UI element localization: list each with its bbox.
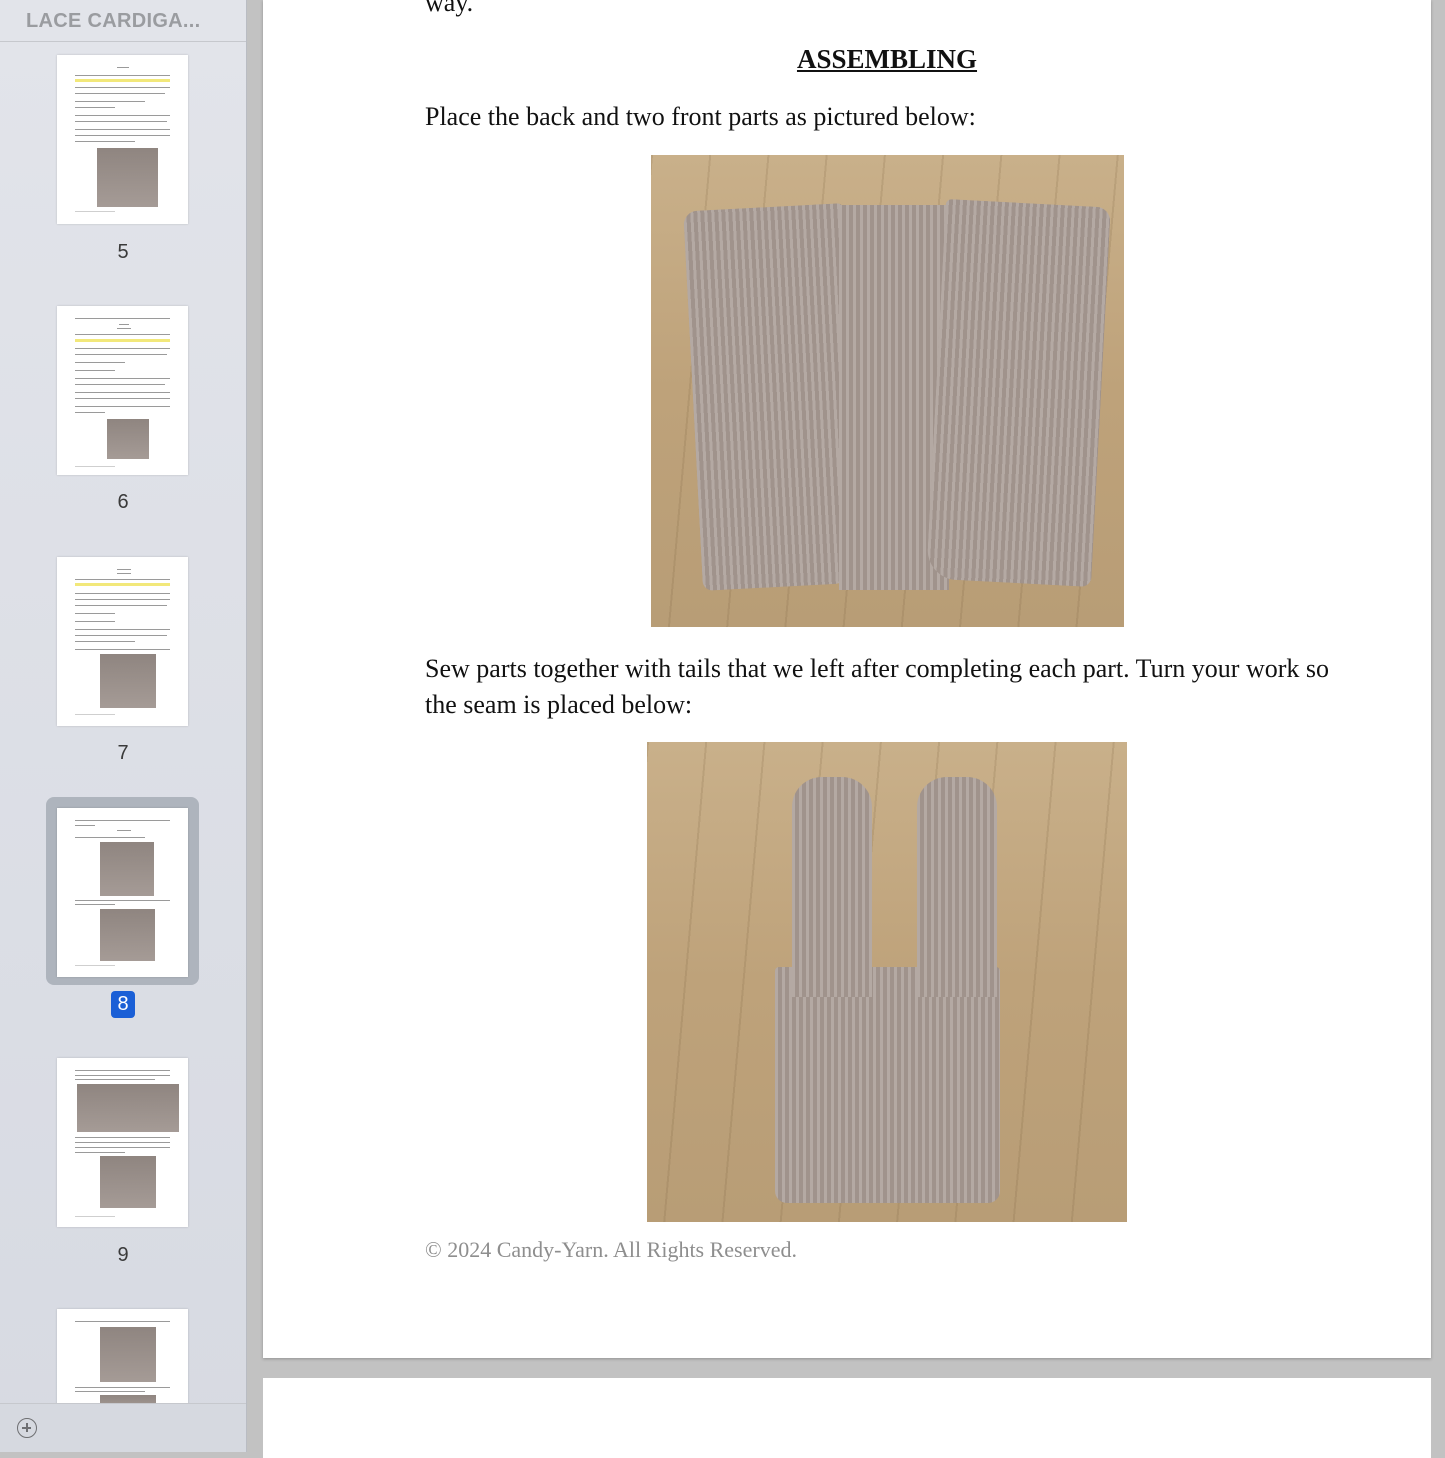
- page-number-6: 6: [117, 491, 129, 513]
- copyright-text: © 2024 Candy-Yarn. All Rights Reserved.: [425, 1237, 797, 1262]
- next-document-page: [263, 1378, 1431, 1458]
- page-thumbnail-8[interactable]: [57, 808, 188, 977]
- continued-text: way.: [425, 0, 474, 17]
- page-number-5: 5: [117, 241, 129, 263]
- thumbnail-sidebar: [0, 0, 247, 1452]
- page-thumbnail-9[interactable]: [57, 1058, 188, 1227]
- page-thumbnail-6[interactable]: [57, 306, 188, 475]
- page-number-8: 8: [111, 991, 135, 1018]
- plus-circle-icon[interactable]: [17, 1418, 37, 1438]
- page-thumbnail-5[interactable]: [57, 55, 188, 224]
- photo-knitted-panels: [651, 155, 1124, 627]
- document-title: LACE CARDIGA...: [0, 0, 246, 42]
- page-thumbnail-7[interactable]: [57, 557, 188, 726]
- page-number-7: 7: [117, 742, 129, 764]
- paragraph-sew-parts: Sew parts together with tails that we left after completing each part. Turn your work so the seam is placed below:: [425, 654, 1330, 719]
- sidebar-footer: [0, 1403, 246, 1452]
- paragraph-place-parts: Place the back and two front parts as pictured below:: [425, 102, 976, 131]
- section-heading: ASSEMBLING: [796, 44, 978, 74]
- photo-assembled-cardigan: [647, 742, 1127, 1222]
- page-number-9: 9: [117, 1244, 129, 1266]
